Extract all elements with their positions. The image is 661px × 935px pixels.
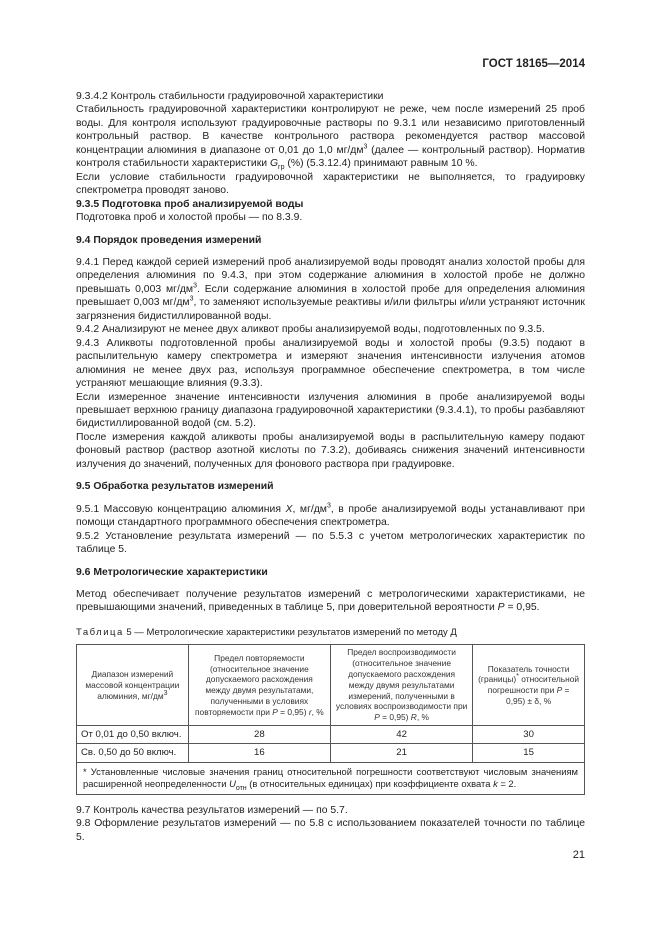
symbol: G <box>269 158 279 170</box>
cell-reproducibility: 21 <box>330 744 472 762</box>
text: Метод обеспечивает получение результатов измерений с метрологическими характеристиками, не превышающими значений, приведенных в таблице 5, при доверительной вероятности <box>76 588 585 614</box>
text: Показатель точности (границы) <box>478 663 570 685</box>
paragraph: Если условие стабильности градуировочной характеристики не выполняется, то градуировку спектрометра проводят заново. <box>76 171 585 197</box>
paragraph: Подготовка проб и холостой пробы — по 8.3.9. <box>76 212 303 224</box>
table-caption <box>76 626 585 639</box>
text: (в относительных единицах) при коэффициенте охвата <box>246 778 494 790</box>
caption-text: 5 — Метрологические характеристики результатов измерений по методу Д <box>123 626 457 638</box>
superscript: 3 <box>189 295 194 303</box>
paragraph: Если измеренное значение интенсивности излучения алюминия в пробе анализируемой воды превышает верхнюю границу диапазона градуировочной характеристики (9.3.4.1), то пробы разбавляют бидистиллированной водой (см. 5.2). <box>76 391 585 430</box>
section-9-3-4-2-title: 9.3.4.2 Контроль стабильности градуировочной характеристики <box>76 91 384 102</box>
paragraph: 9.4.2 Анализируют не менее двух аликвот пробы анализируемой воды, подготовленных по 9.3.5. <box>76 324 545 336</box>
document-header: ГОСТ 18165—2014 <box>482 58 585 70</box>
text: . Если содержание алюминия в холостой пробе для определения алюминия превышает 0,003 мг/дм <box>76 283 585 309</box>
paragraph <box>76 503 585 530</box>
caption-label: Таблица <box>76 626 124 638</box>
table-row <box>77 744 585 762</box>
page-content <box>76 90 585 844</box>
page-number: 21 <box>572 849 585 861</box>
text: Диапазон измерений массовой концентрации алюминия, мг/дм <box>85 668 180 701</box>
text: , в пробе анализируемой воды устанавливают при помощи стандартного программного обеспечения спектрометра. <box>76 503 585 529</box>
table-header-row <box>77 645 585 726</box>
cell-repeatability: 28 <box>188 725 330 743</box>
section-9-3-5-title: 9.3.5 Подготовка проб анализируемой воды <box>76 198 304 210</box>
symbol: X <box>285 503 293 515</box>
symbol: r <box>308 706 312 717</box>
symbol: P <box>374 712 380 723</box>
metrology-table <box>76 644 585 794</box>
text: относительной погрешности при <box>487 674 580 696</box>
paragraph <box>76 103 585 170</box>
text: = 2. <box>497 778 517 790</box>
section-9-6-title: 9.6 Метрологические характеристики <box>76 566 268 578</box>
paragraph: 9.7 Контроль качества результатов измерений — по 5.7. <box>76 804 348 816</box>
superscript: 3 <box>163 689 168 697</box>
symbol: k <box>493 778 498 790</box>
paragraph: После измерения каждой аликвоты пробы анализируемой воды в распылительную камеру подают фоновый раствор (раствор азотной кислоты по 7.3.2), добиваясь снижения значений интенсивности излучения до значений, полученных для фонового раствора при градуировке. <box>76 431 585 470</box>
paragraph: 9.5.2 Установление результата измерений — по 5.5.3 с учетом метрологических характеристик по таблице 5. <box>76 530 585 556</box>
cell-repeatability: 16 <box>188 744 330 762</box>
text: = 0,95) <box>379 712 411 723</box>
text: = 0,95) <box>277 706 309 717</box>
text: , % <box>416 712 429 723</box>
symbol: U <box>229 778 236 790</box>
superscript: 3 <box>193 282 197 290</box>
text: = 0,95. <box>504 602 540 614</box>
cell-reproducibility: 42 <box>330 725 472 743</box>
cell-accuracy: 30 <box>473 725 585 743</box>
superscript: 3 <box>363 143 368 151</box>
table-footnote <box>77 762 585 794</box>
text: (далее — контрольный раствор). Норматив контроля стабильности характеристики <box>76 144 585 170</box>
paragraph <box>76 588 585 615</box>
symbol: P <box>272 706 278 717</box>
column-header-repeatability <box>188 645 330 726</box>
text: , % <box>311 706 324 717</box>
text: * Установленные числовые значения границ относительной погрешности соответствуют числовым значениям расширенной неопределенности <box>83 765 578 790</box>
paragraph: 9.8 Оформление результатов измерений — по 5.8 с использованием показателей точности по таблице 5. <box>76 818 585 843</box>
text: , то заменяют используемые реактивы и/или фильтры и/или устраняют источник загрязнения бидистиллированной воды. <box>76 297 585 322</box>
table-row <box>77 725 585 743</box>
subscript: отн <box>235 785 247 793</box>
symbol: P <box>497 602 505 614</box>
table-footnote-row <box>77 762 585 794</box>
text: 9.5.1 Массовую концентрацию алюминия <box>76 503 286 515</box>
cell-range: Св. 0,50 до 50 включ. <box>77 744 189 762</box>
text: Предел воспроизводимости (относительное значение допускаемого расхождения между двумя результатами измерений, полученными в условиях воспроизводимости при <box>335 647 468 712</box>
section-9-5-title: 9.5 Обработка результатов измерений <box>76 481 274 493</box>
paragraph: 9.4.3 Аликвоты подготовленной пробы анализируемой воды и холостой пробы (9.3.5) подают в распылительную камеру спектрометра и измеряют значения интенсивности излучения атомов алюминия не менее двух раз, используя программное обеспечение спектрометра, в том числе устраняют мешающие влияния (9.3.3). <box>76 337 585 390</box>
paragraph <box>76 256 585 323</box>
text: , мг/дм <box>292 503 327 515</box>
symbol: R <box>410 712 417 723</box>
column-header-reproducibility <box>330 645 472 726</box>
text: 9.4.1 Перед каждой серией измерений проб анализируемой воды проводят анализ холостой пробы для определения алюминия по 9.4.3, при этом содержание алюминия в холостой пробе не должно превышать 0,003 мг/дм <box>76 256 585 295</box>
subscript: гр <box>278 164 285 172</box>
column-header-range <box>77 645 189 726</box>
text: (%) (5.3.12.4) принимают равным 10 %. <box>284 158 478 170</box>
cell-accuracy: 15 <box>473 744 585 762</box>
superscript: 3 <box>326 502 331 510</box>
text: Стабильность градуировочной характеристики контролируют не реже, чем после измерений 25 проб воды. Для контроля используют градуировочные растворы по 9.3.1 или независимо приготовленный контрольный раствор. В качестве контрольного раствора рекомендуется раствор массовой концентрации алюминия в диапазоне от 0,01 до 1,0 мг/дм <box>76 104 585 156</box>
text: = 0,95) ± δ, % <box>506 685 570 706</box>
section-9-4-title: 9.4 Порядок проведения измерений <box>76 234 262 246</box>
cell-range: От 0,01 до 0,50 включ. <box>77 725 189 743</box>
symbol: P <box>556 685 563 696</box>
superscript: * <box>516 673 519 681</box>
text: Предел повторяемости (относительное значение допускаемого расхождения между двумя результатами, полученными в условиях повторяемости при <box>195 652 314 717</box>
column-header-accuracy <box>473 645 585 726</box>
